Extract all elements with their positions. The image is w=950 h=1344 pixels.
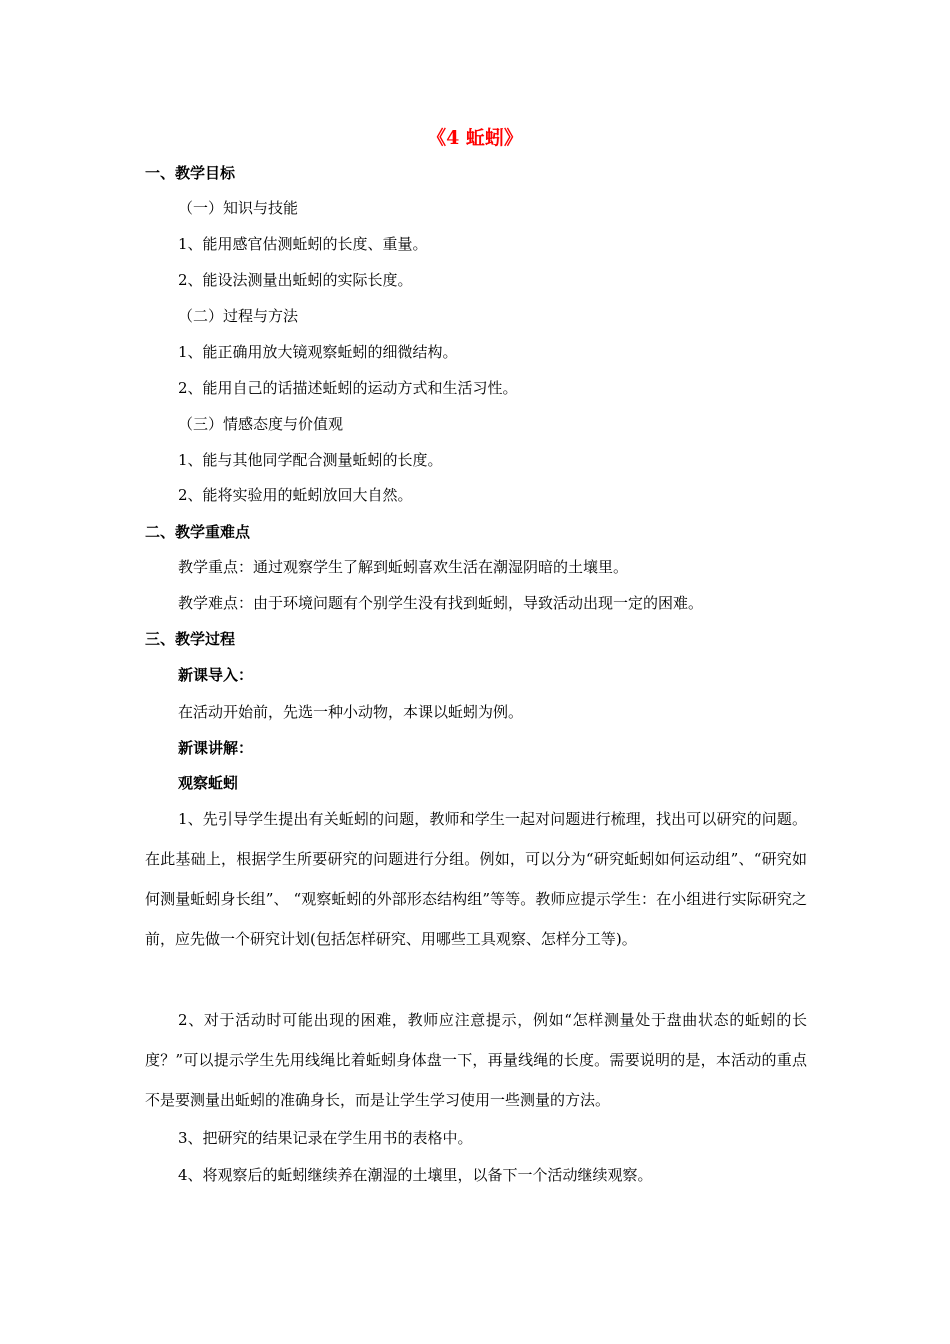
step-item: 3、把研究的结果记录在学生用书的表格中。 xyxy=(178,1129,473,1147)
body-paragraph: 1、先引导学生提出有关蚯蚓的问题，教师和学生一起对问题进行梳理，找出可以研究的问题。在此基础上，根据学生所要研究的问题进行分组。例如，可以分为“研究蚯蚓如何运动组”、“研究如何测量蚯蚓身长组”、 “观察蚯蚓的外部形态结构组”等等。教师应提示学生：在小组进行实际研究之前，应先做一个研究计划(包括怎样研究、用哪些工具观察、怎样分工等)。 xyxy=(145,810,807,948)
objective-item: 1、能与其他同学配合测量蚯蚓的长度。 xyxy=(178,451,443,469)
subheading-knowledge-skills: （一）知识与技能 xyxy=(178,199,299,217)
subheading-attitude-values: （三）情感态度与价值观 xyxy=(178,415,344,433)
objective-item: 2、能将实验用的蚯蚓放回大自然。 xyxy=(178,486,413,504)
objective-item: 2、能设法测量出蚯蚓的实际长度。 xyxy=(178,271,413,289)
section-heading-objectives: 一、教学目标 xyxy=(145,164,236,182)
document-title: 《4 蚯蚓》 xyxy=(427,127,523,149)
section-heading-process: 三、教学过程 xyxy=(145,630,236,648)
step-item: 4、将观察后的蚯蚓继续养在潮湿的土壤里，以备下一个活动继续观察。 xyxy=(178,1166,653,1184)
objective-item: 1、能正确用放大镜观察蚯蚓的细微结构。 xyxy=(178,343,458,361)
observe-label: 观察蚯蚓 xyxy=(178,774,239,792)
key-point-text: 教学重点：通过观察学生了解到蚯蚓喜欢生活在潮湿阴暗的土壤里。 xyxy=(178,558,629,576)
difficulty-text: 教学难点：由于环境问题有个别学生没有找到蚯蚓，导致活动出现一定的困难。 xyxy=(178,594,704,612)
intro-text: 在活动开始前，先选一种小动物，本课以蚯蚓为例。 xyxy=(178,703,524,721)
intro-label: 新课导入： xyxy=(178,666,254,684)
section-heading-key-points: 二、教学重难点 xyxy=(145,523,251,541)
subheading-process-method: （二）过程与方法 xyxy=(178,307,299,325)
lecture-label: 新课讲解： xyxy=(178,739,254,757)
objective-item: 1、能用感官估测蚯蚓的长度、重量。 xyxy=(178,235,428,253)
objective-item: 2、能用自己的话描述蚯蚓的运动方式和生活习性。 xyxy=(178,379,518,397)
body-paragraph: 2、对于活动时可能出现的困难，教师应注意提示，例如“怎样测量处于盘曲状态的蚯蚓的长度？”可以提示学生先用线绳比着蚯蚓身体盘一下，再量线绳的长度。需要说明的是，本活动的重点不是要测量出蚯蚓的准确身长，而是让学生学习使用一些测量的方法。 xyxy=(145,1011,807,1109)
